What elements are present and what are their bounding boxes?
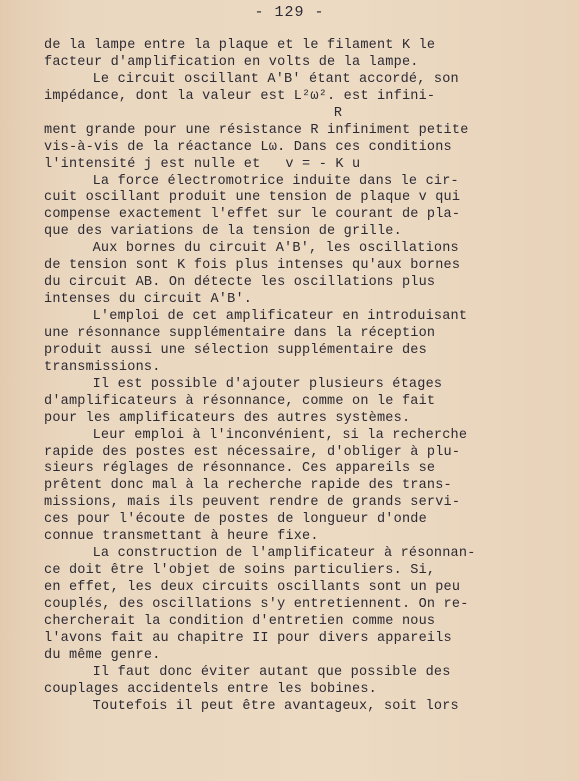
text-line: Toutefois il peut être avantageux, soit lors: [92, 698, 459, 714]
text-line: produit aussi une sélection supplémentaire des: [44, 342, 427, 358]
text-line: couplages accidentels entre les bobines.: [44, 681, 377, 697]
text-line: vis-à-vis de la réactance Lω. Dans ces conditions: [44, 139, 452, 155]
text-line: L'emploi de cet amplificateur en introduisant: [92, 309, 468, 324]
text-line: l'intensité j est nulle et v = - K u: [44, 156, 361, 172]
text-line: impédance, dont la valeur est L²ω². est infini-: [44, 88, 436, 104]
text-line: rapide des postes est nécessaire, d'obliger à plu-: [44, 444, 461, 460]
text-line: ces pour l'écoute de postes de longueur d'onde: [44, 512, 427, 528]
text-line: transmissions.: [44, 359, 161, 375]
text-line: Leur emploi à l'inconvénient, si la recherche: [92, 427, 468, 443]
text-line: Le circuit oscillant A'B' étant accordé, son: [92, 71, 459, 87]
text-line: de tension sont K fois plus intenses qu'aux bornes: [44, 258, 461, 274]
body-text: [44, 38, 544, 716]
text-line: compense exactement l'effet sur le courant de pla-: [44, 207, 461, 223]
text-line: une résonnance supplémentaire dans la réception: [44, 325, 436, 341]
text-line: Il est possible d'ajouter plusieurs étages: [92, 376, 443, 392]
text-line: R: [333, 105, 343, 121]
text-line: pour les amplificateurs des autres systèmes.: [44, 410, 411, 426]
text-line: Aux bornes du circuit A'B', les oscillations: [92, 241, 459, 257]
text-line: du circuit AB. On détecte les oscillations plus: [44, 275, 436, 291]
text-line: en effet, les deux circuits oscillants sont un peu: [44, 580, 461, 595]
text-line: couplés, des oscillations s'y entretiennent. On re-: [44, 596, 469, 612]
text-line: l'avons fait au chapitre II pour divers appareils: [44, 630, 452, 646]
text-line: La construction de l'amplificateur à résonnan-: [92, 546, 476, 562]
text-line: facteur d'amplification en volts de la lampe.: [44, 54, 419, 70]
text-line: Il faut donc éviter autant que possible des: [92, 664, 451, 680]
text-line: prêtent donc mal à la recherche rapide des trans-: [44, 478, 452, 494]
text-line: sieurs réglages de résonnance. Ces appareils se: [44, 461, 436, 477]
text-line: cuit oscillant produit une tension de plaque v qui: [44, 190, 461, 206]
page-number: - 129 -: [254, 4, 325, 21]
text-line: missions, mais ils peuvent rendre de grands servi-: [44, 495, 461, 511]
text-line: d'amplificateurs à résonnance, comme on le fait: [44, 393, 436, 409]
text-line: connue transmettant à heure fixe.: [44, 529, 319, 545]
text-line: ment grande pour une résistance R infiniment petite: [44, 122, 469, 138]
text-line: ce doit être l'objet de soins particuliers. Si,: [44, 563, 436, 579]
text-line: intenses du circuit A'B'.: [44, 292, 253, 308]
text-line: chercherait la condition d'entretien comme nous: [44, 613, 436, 629]
text-line: du même genre.: [44, 647, 161, 663]
text-line: que des variations de la tension de grille.: [44, 224, 402, 240]
text-line: de la lampe entre la plaque et le filament K le: [44, 38, 436, 53]
text-line: La force électromotrice induite dans le cir-: [92, 173, 459, 189]
